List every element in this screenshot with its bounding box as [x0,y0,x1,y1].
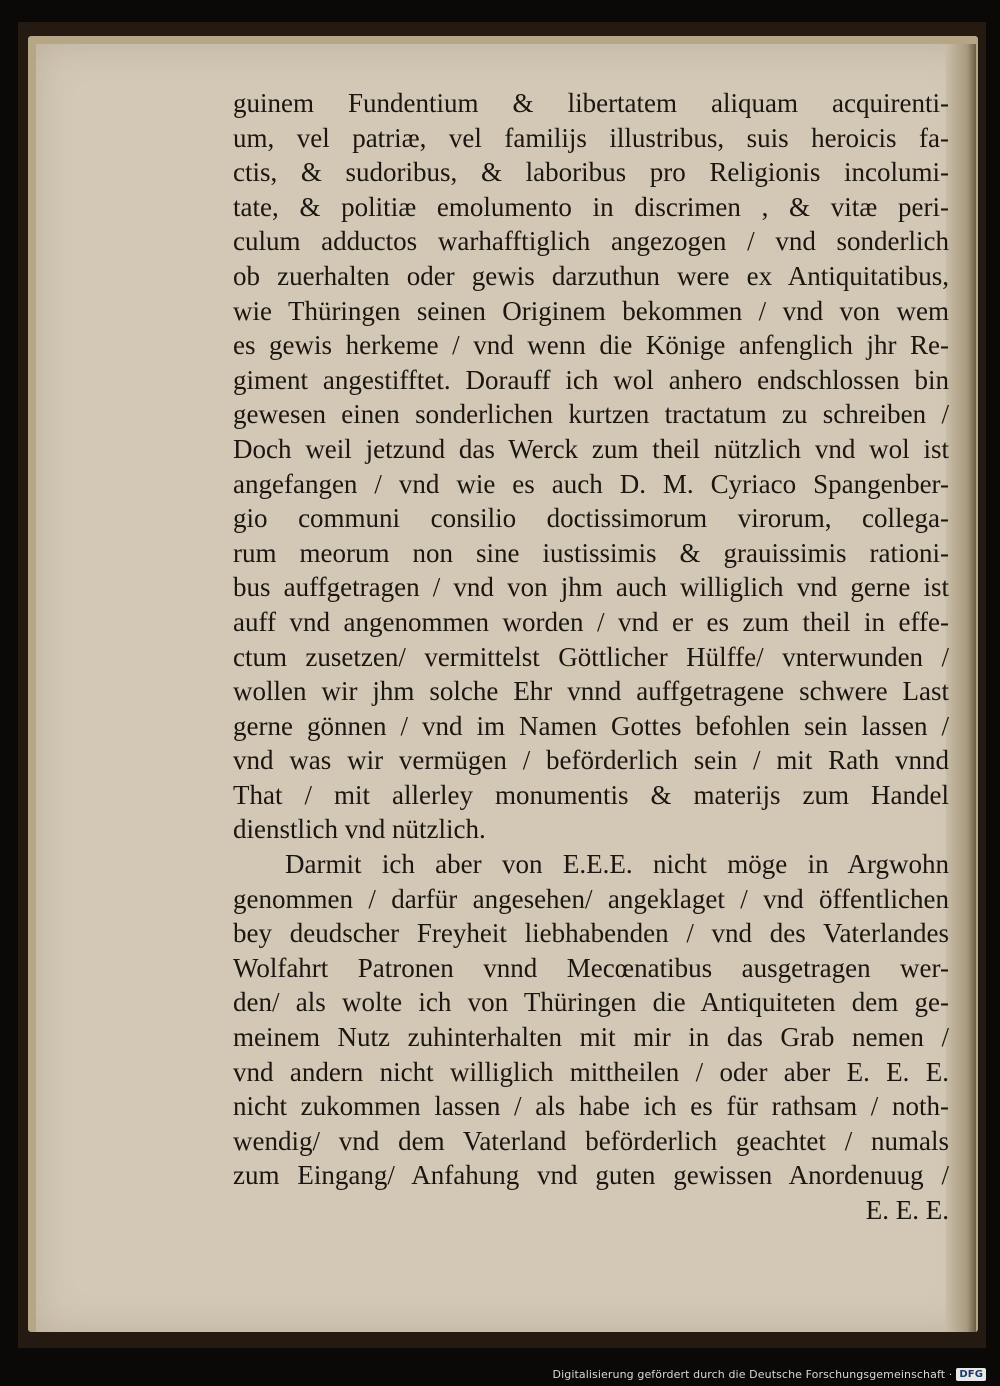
digitization-credit [553,1368,986,1381]
paragraph-start-line: Darmit ich aber von E.E.E. nicht möge in Argwohn [285,849,949,880]
text-line: ob zuerhalten oder gewis darzuthun were ex Antiquitatibus, [233,260,949,291]
text-line: That / mit allerley monumentis & materijs zum Handel [233,779,949,810]
text-line: wollen wir jhm solche Ehr vnnd auffgetragene schwere Last [233,676,949,707]
text-line: genommen / darfür angesehen/ angeklaget / vnd öffentlichen [233,883,949,914]
text-line: wendig/ vnd dem Vaterland beförderlich geachtet / numals [233,1125,949,1156]
catchword: E. E. E. [865,1195,949,1225]
text-line: Doch weil jetzund das Werck zum theil nützlich vnd wol ist [233,433,949,464]
paragraph-end-line: dienstlich vnd nützlich. [233,814,486,845]
book-page [36,44,976,1332]
text-line: wie Thüringen seinen Originem bekommen / vnd von wem [233,295,949,326]
text-line: gewesen einen sonderlichen kurtzen tractatum zu schreiben / [233,399,949,430]
text-line: ctis, & sudoribus, & laboribus pro Religionis incolumi- [233,157,949,188]
text-line: giment angestifftet. Dorauff ich wol anhero endschlossen bin [233,364,949,395]
page-text [233,86,949,1228]
text-line: guinem Fundentium & libertatem aliquam acquirenti- [233,88,949,118]
text-line: gerne gönnen / vnd im Namen Gottes befohlen sein lassen / [233,710,949,741]
text-line: bus auffgetragen / vnd von jhm auch williglich vnd gerne ist [233,572,949,603]
page-spine-shadow [946,44,976,1332]
text-line: nicht zukommen lassen / als habe ich es für rathsam / noth- [233,1091,949,1122]
text-line: ctum zusetzen/ vermittelst Göttlicher Hülffe/ vnterwunden / [233,641,949,672]
text-line: vnd andern nicht williglich mittheilen / oder aber E. E. E. [233,1056,949,1087]
text-line: vnd was wir vermügen / beförderlich sein / mit Rath vnnd [233,745,949,776]
text-line: den/ als wolte ich von Thüringen die Antiquiteten dem ge- [233,987,949,1018]
text-line: Wolfahrt Patronen vnnd Mecœnatibus ausgetragen wer- [233,952,949,983]
text-line: tate, & politiæ emolumento in discrimen , & vitæ peri- [233,191,949,222]
text-line: gio communi consilio doctissimorum virorum, collega- [233,503,949,534]
text-line: culum adductos warhafftiglich angezogen / vnd sonderlich [233,226,949,257]
text-line: rum meorum non sine iustissimis & grauissimis rationi- [233,537,949,568]
text-line: meinem Nutz zuhinterhalten mit mir in das Grab nemen / [233,1022,949,1053]
text-line: zum Eingang/ Anfahung vnd guten gewissen Anordenuug / [233,1160,949,1191]
text-line: bey deudscher Freyheit liebhabenden / vnd des Vaterlandes [233,918,949,949]
dfg-logo: DFG [956,1368,986,1381]
text-line: um, vel patriæ, vel familijs illustribus, suis heroicis fa- [233,122,949,153]
text-line: es gewis herkeme / vnd wenn die Könige anfenglich jhr Re- [233,330,949,361]
text-line: angefangen / vnd wie es auch D. M. Cyriaco Spangenber- [233,468,949,499]
text-line: auff vnd angenommen worden / vnd er es zum theil in effe- [233,606,949,637]
credit-text: Digitalisierung gefördert durch die Deutsche Forschungsgemeinschaft · [552,1368,953,1381]
